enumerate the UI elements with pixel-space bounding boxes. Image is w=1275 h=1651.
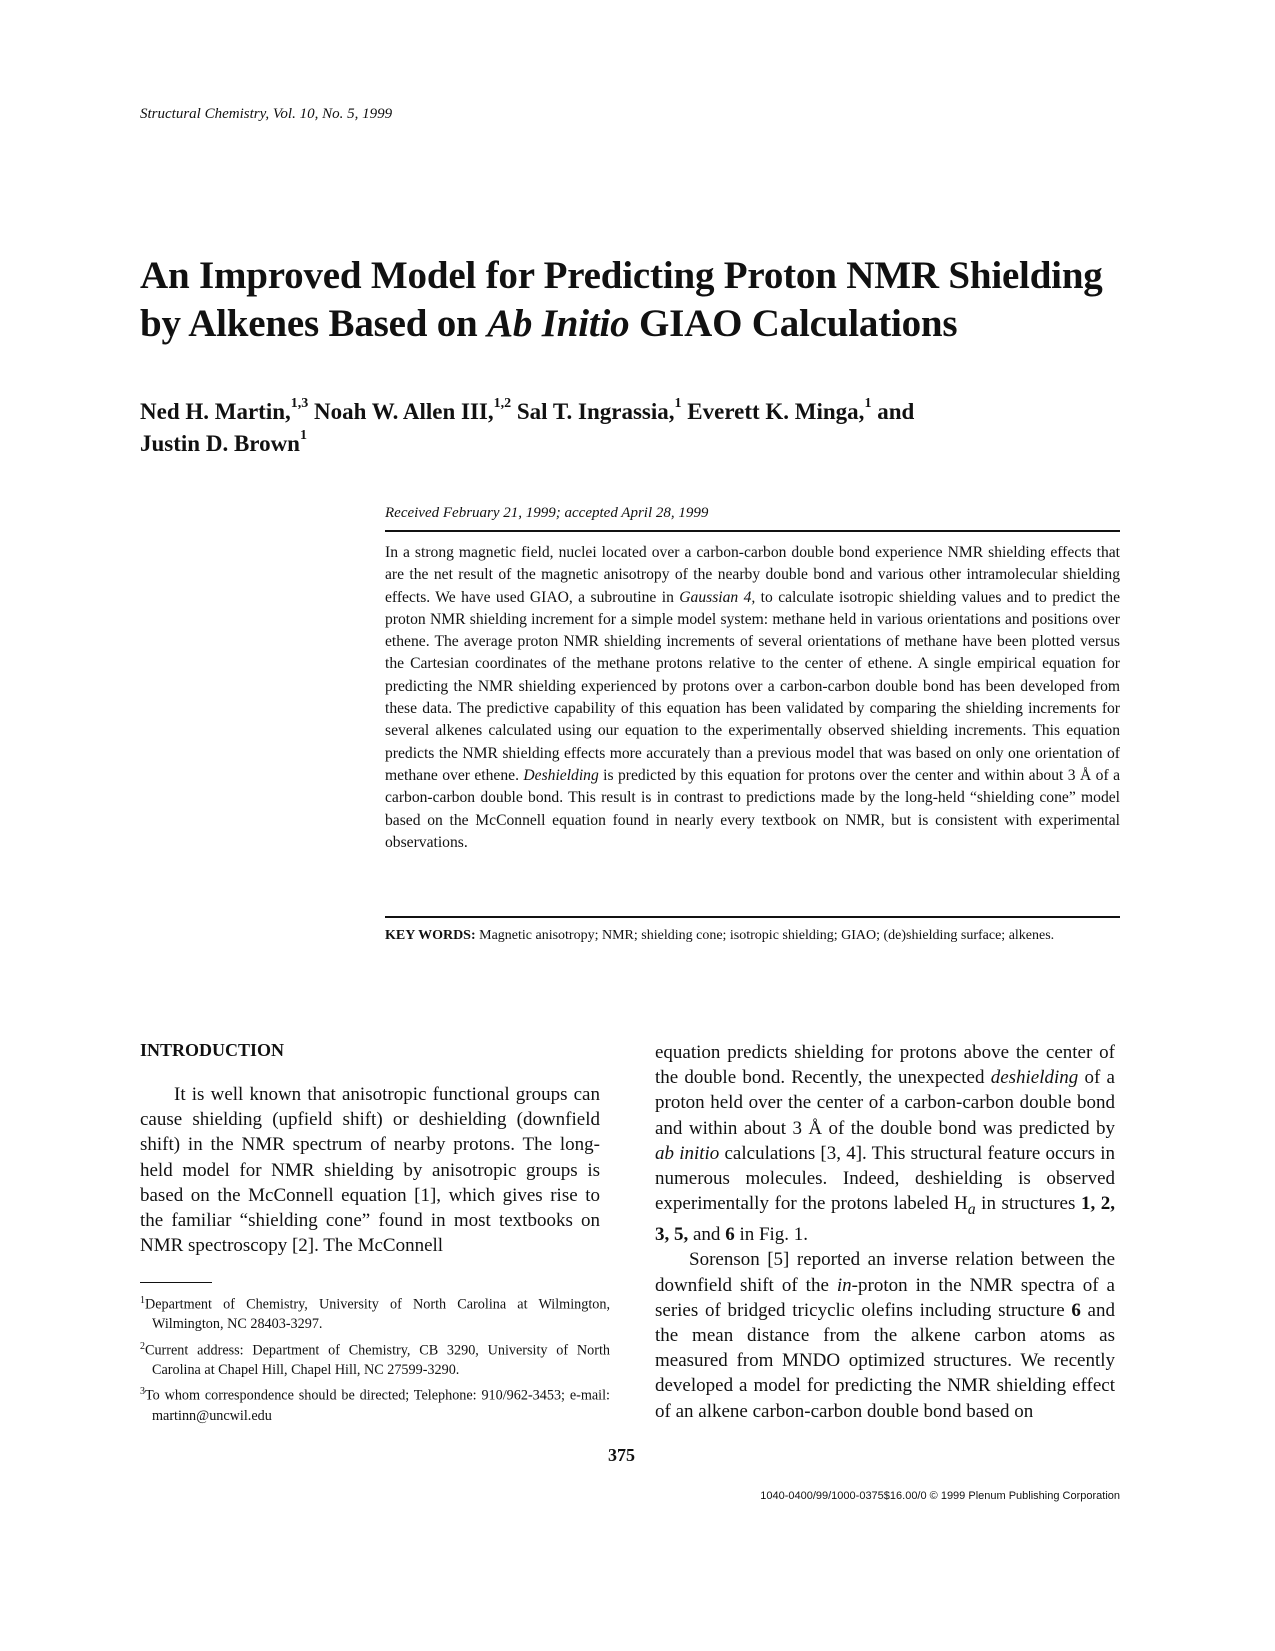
received-dates: Received February 21, 1999; accepted April 28, 1999 xyxy=(385,505,709,521)
text-run: of a proton held over the center of a carbon-carbon double bond and within about 3 Å of the double bond was predicted by xyxy=(655,1067,1115,1139)
abstract-text: In a strong magnetic field, nuclei located over a carbon-carbon double bond experience NMR shielding effects that are the net result of the magnetic anisotropy of the nearby double bond and various other intramolecular shielding effects. We have used GIAO, a subroutine in xyxy=(385,544,1120,606)
author-affiliation: 1 xyxy=(674,396,682,412)
author-affiliation: 1,3 xyxy=(290,396,309,412)
abstract-text: to calculate isotropic shielding values and to predict the proton NMR shielding increment for a simple model system: methane held in various orientations and positions over ethene. The average proton NMR shielding increments of several orientations of methane have been plotted versus the Cartesian coordinates of the methane protons relative to the center of ethene. A single empirical equation for predicting the NMR shielding experienced by protons over a carbon-carbon double bond has been developed from these data. The predictive capability of this equation has been validated by comparing the shielding increments for several alkenes calculated using our equation to the experimentally observed shielding increments. This equation predicts the NMR shielding effects more accurately than a previous model that was based on only one orientation of methane over ethene. xyxy=(385,588,1120,784)
keywords-label: KEY WORDS: xyxy=(385,928,476,943)
paper-title xyxy=(140,252,1140,348)
text-run: in Fig. 1. xyxy=(734,1224,809,1246)
title-line-2a: by Alkenes Based on xyxy=(140,302,488,345)
footnote-number: 1 xyxy=(140,1295,145,1306)
footnote-text: To whom correspondence should be directed; Telephone: 910/962-3453; e-mail: martinn@uncwil.edu xyxy=(145,1388,610,1424)
text-run: calculations [3, 4]. This structural feature occurs in numerous molecules. Indeed, deshielding is observed experimentally for the protons labeled H xyxy=(655,1142,1115,1215)
structure-number: 6 xyxy=(725,1224,735,1246)
footnote-text: Current address: Department of Chemistry, CB 3290, University of North Carolina at Chapel Hill, Chapel Hill, NC 27599-3290. xyxy=(145,1342,610,1378)
author-affiliation: 1 xyxy=(864,396,872,412)
page-number: 375 xyxy=(608,1445,635,1465)
text-run: and xyxy=(688,1224,726,1246)
text-run: equation predicts shielding for protons above the center of the double bond. Recently, the unexpected xyxy=(655,1042,1115,1089)
abstract-text: is predicted by this equation for protons over the center and within about 3 Å of a carbon-carbon double bond. This result is in contrast to predictions made by the long-held “shielding cone” model based on the McConnell equation found in nearly every textbook on NMR, but is consistent with experimental observations. xyxy=(385,766,1120,851)
footnote xyxy=(140,1291,610,1335)
abstract-top-rule xyxy=(385,530,1120,532)
title-line-2b: GIAO Calculations xyxy=(629,302,958,345)
text-run: in structures xyxy=(975,1193,1081,1215)
right-column xyxy=(655,1040,1115,1424)
italic-run: deshielding xyxy=(990,1067,1079,1089)
structure-number: 6 xyxy=(1071,1299,1081,1321)
footnote-number: 3 xyxy=(140,1386,145,1398)
author-name: Noah W. Allen III, xyxy=(314,399,494,424)
text-run: Sorenson [5] reported an inverse relation between the downfield shift of the xyxy=(655,1249,1115,1296)
text-run: and the mean distance from the alkene carbon atoms as measured from MNDO optimized structures. We recently developed a model for predicting the NMR shielding effect of an alkene carbon-carbon double bond based on xyxy=(655,1299,1115,1422)
footnote-rule xyxy=(140,1282,212,1283)
footnote xyxy=(140,1337,610,1381)
abstract xyxy=(385,542,1120,854)
author-affiliation: 1,2 xyxy=(493,396,512,412)
abstract-italic-deshielding: Deshielding xyxy=(523,766,599,784)
keywords xyxy=(385,926,1120,945)
intro-paragraph-continued xyxy=(655,1040,1115,1247)
keywords-rule xyxy=(385,916,1120,918)
author-name: Justin D. Brown xyxy=(140,431,300,456)
abstract-italic-software: Gaussian 4, xyxy=(679,588,756,606)
author-affiliation: 1 xyxy=(299,428,307,444)
section-heading-introduction: INTRODUCTION xyxy=(140,1040,285,1060)
italic-run: ab initio xyxy=(655,1142,720,1164)
subscript-run: a xyxy=(967,1201,976,1219)
author-name: Ned H. Martin, xyxy=(140,399,291,424)
text-run: -proton in the NMR spectra of a series of bridged tricyclic olefins including structure xyxy=(655,1274,1115,1321)
intro-paragraph: It is well known that anisotropic functional groups can cause shielding (upfield shift) or deshielding (downfield shift) in the NMR spectrum of nearby protons. The long-held model for NMR shielding by anisotropic groups is based on the McConnell equation [1], which gives rise to the familiar “shielding cone” found in most textbooks on NMR spectroscopy [2]. The McConnell xyxy=(140,1084,600,1257)
intro-paragraph-sorenson xyxy=(655,1247,1115,1423)
author-name: Sal T. Ingrassia, xyxy=(516,399,675,424)
footnote-text: Department of Chemistry, University of North Carolina at Wilmington, Wilmington, NC 28403-3297. xyxy=(145,1296,610,1333)
author-conjunction: and xyxy=(877,399,915,424)
journal-header: Structural Chemistry, Vol. 10, No. 5, 1999 xyxy=(140,106,393,122)
footnotes xyxy=(140,1291,610,1428)
author-list xyxy=(140,396,1040,460)
structure-numbers: 1, 2, 3, 5, xyxy=(655,1193,1115,1246)
copyright-line: 1040-0400/99/1000-0375$16.00/0 © 1999 Plenum Publishing Corporation xyxy=(760,1490,1120,1502)
title-line-1: An Improved Model for Predicting Proton NMR Shielding xyxy=(140,254,1103,297)
author-name: Everett K. Minga, xyxy=(687,399,865,424)
left-column xyxy=(140,1082,600,1258)
footnote-number: 2 xyxy=(140,1340,145,1352)
italic-run: in xyxy=(836,1274,852,1296)
title-line-2-italic: Ab Initio xyxy=(487,302,630,345)
footnote xyxy=(140,1382,610,1426)
keywords-text: Magnetic anisotropy; NMR; shielding cone; isotropic shielding; GIAO; (de)shielding surface; alkenes. xyxy=(475,928,1055,943)
